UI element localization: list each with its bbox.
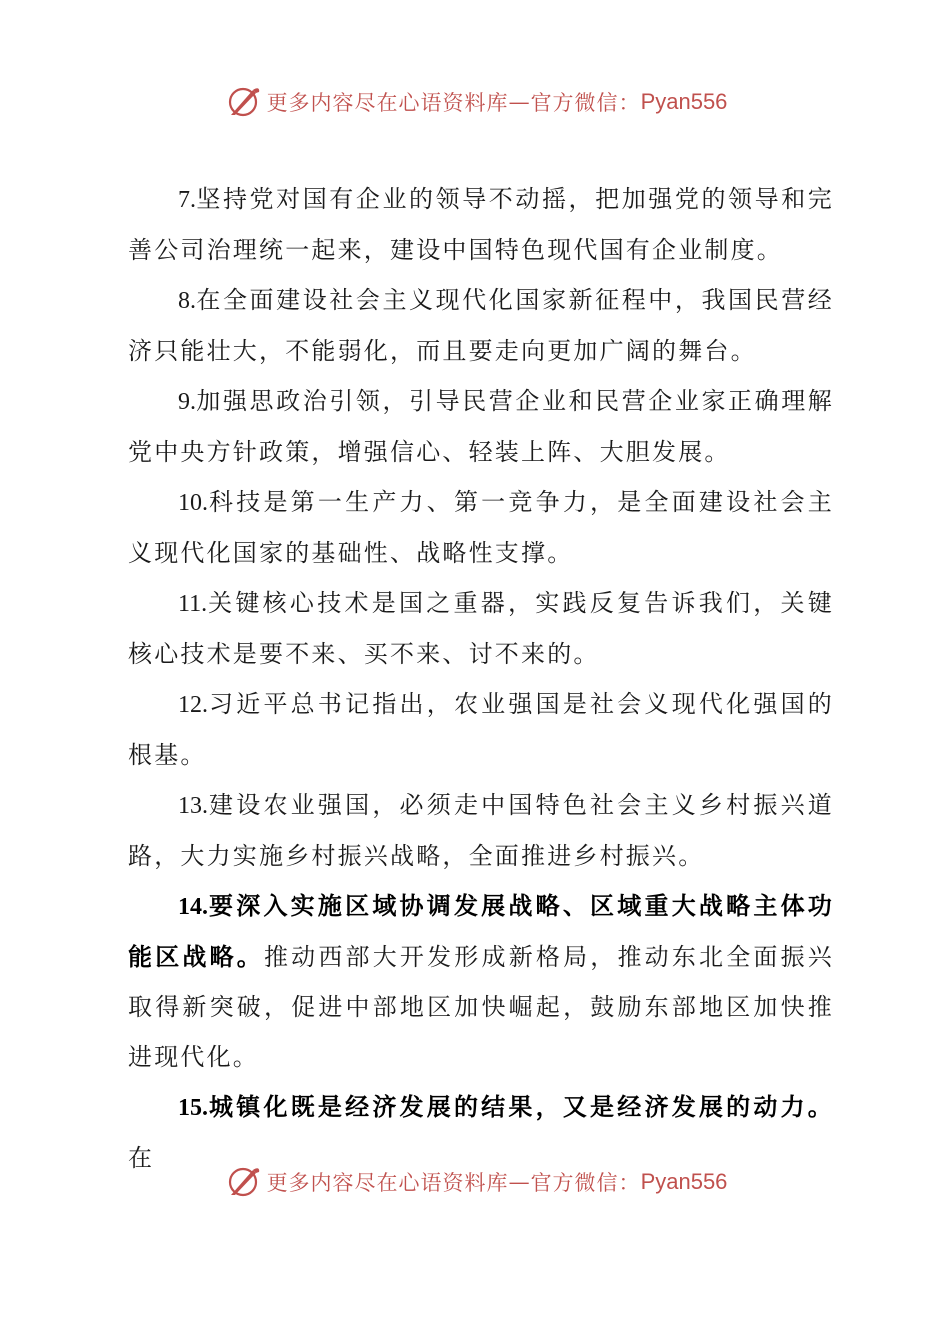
quill-pen-icon — [223, 1162, 263, 1202]
paragraph: 11.关键核心技术是国之重器，实践反复告诉我们，关键核心技术是要不来、买不来、讨不来的。 — [128, 589, 834, 668]
paragraph: 10.科技是第一生产力、第一竞争力，是全面建设社会主义现代化国家的基础性、战略性支撑。 — [128, 488, 834, 567]
paragraph: 12.习近平总书记指出，农业强国是社会义现代化强国的根基。 — [128, 690, 834, 769]
paragraph: 7.坚持党对国有企业的领导不动摇，把加强党的领导和完善公司治理统一起来，建设中国特色现代国有企业制度。 — [128, 185, 834, 264]
banner-dash: — — [508, 1170, 531, 1194]
paragraph: 9.加强思政治引领，引导民营企业和民营企业家正确理解党中央方针政策，增强信心、轻装上阵、大胆发展。 — [128, 387, 834, 466]
paragraph: 8.在全面建设社会主义现代化国家新征程中，我国民营经济只能壮大，不能弱化，而且要走向更加广阔的舞台。 — [128, 286, 834, 365]
banner-brand: 更多内容尽在心语资料库 — [266, 1171, 509, 1195]
paragraph: 13.建设农业强国，必须走中国特色社会主义乡村振兴道路，大力实施乡村振兴战略，全面推进乡村振兴。 — [128, 791, 834, 870]
footer-watermark-banner — [0, 1162, 950, 1202]
banner-official: 官方微信： — [530, 1171, 641, 1195]
document-body — [128, 174, 834, 1183]
banner-brand: 更多内容尽在心语资料库 — [266, 91, 509, 115]
header-watermark-banner — [0, 82, 950, 122]
quill-pen-icon — [223, 82, 263, 122]
paragraph: 14.要深入实施区域协调发展战略、区域重大战略主体功能区战略。推动西部大开发形成新格局，推动东北全面振兴取得新突破，促进中部地区加快崛起，鼓励东部地区加快推进现代化。 — [128, 891, 835, 1071]
banner-wechat-id: Pyan556 — [640, 1169, 728, 1194]
banner-dash: — — [508, 90, 531, 114]
banner-official: 官方微信： — [530, 91, 641, 115]
banner-wechat-id: Pyan556 — [640, 89, 728, 114]
paragraph: 15.城镇化既是经济发展的结果，又是经济发展的动力。在 — [128, 1092, 834, 1172]
